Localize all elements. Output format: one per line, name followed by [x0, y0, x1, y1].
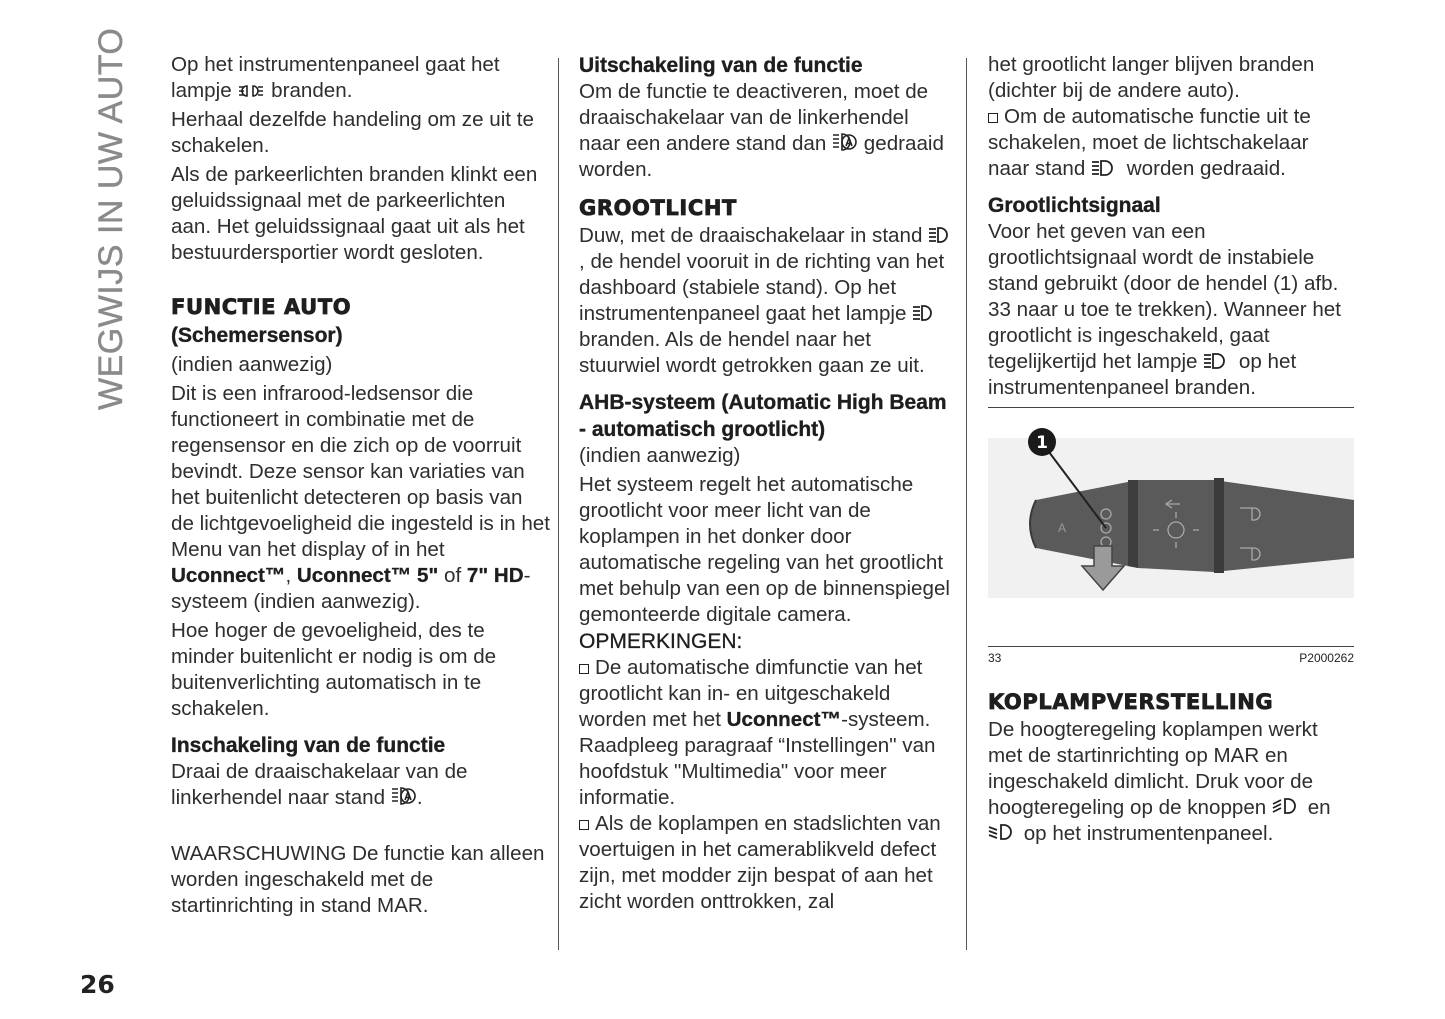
- subheading: Inschakeling van de functie: [171, 734, 446, 757]
- column-1: [171, 52, 551, 919]
- paragraph: het grootlicht langer blijven branden (dichter bij de andere auto).: [988, 53, 1315, 102]
- paragraph: Het systeem regelt het automatische grootlicht voor meer licht van de koplampen in het donker door automatische regeling van het grootlicht met behulp van een op de binnenspiegel gemonteerde digitale camera.: [579, 473, 950, 626]
- auto-light-icon: [832, 132, 858, 152]
- subheading: Uitschakeling van de functie: [579, 54, 863, 77]
- paragraph: Herhaal dezelfde handeling om ze uit te schakelen.: [171, 108, 534, 157]
- square-bullet-icon: [579, 820, 589, 830]
- figure-bottom-rule: [988, 646, 1354, 647]
- availability-note: (indien aanwezig): [171, 353, 333, 376]
- chapter-side-title: [90, 27, 130, 410]
- paragraph: Dit is een infrarood-ledsensor die functioneert in combinatie met de regensensor en die zich op de voorruit bevindt. Deze sensor kan variaties van het buitenlicht detecteren op basis van de lichtgevoeligheid die ingesteld is in het Menu van het display of in het Uconnect™, Uconnect™ 5" of 7" HD-systeem (indien aanwezig).: [171, 382, 550, 613]
- column-divider: [558, 58, 559, 950]
- auto-light-icon: [391, 786, 417, 806]
- section-heading: KOPLAMPVERSTELLING: [988, 690, 1274, 714]
- paragraph: De hoogteregeling koplampen werkt met de startinrichting op MAR en ingeschakeld dimlicht. Druk voor de hoogteregeling op de knoppen en op het instrumentenpaneel.: [988, 718, 1331, 845]
- bullet-item: Om de automatische functie uit te schakelen, moet de lichtschakelaar naar stand worden gedraaid.: [988, 105, 1311, 180]
- subheading: Grootlichtsignaal: [988, 194, 1161, 217]
- high-beam-icon: [912, 304, 932, 322]
- section-heading: GROOTLICHT: [579, 196, 737, 220]
- high-beam-icon: [928, 226, 948, 244]
- chapter-title-text: WEGWIJS IN UW AUTO: [92, 27, 130, 410]
- paragraph: Op het instrumentenpaneel gaat het lampje branden.: [171, 53, 500, 102]
- warning-text: WAARSCHUWING De functie kan alleen worden ingeschakeld met de startinrichting in stand MAR.: [171, 842, 545, 917]
- high-beam-icon: [1091, 159, 1121, 177]
- square-bullet-icon: [579, 664, 589, 674]
- notes-heading: OPMERKINGEN:: [579, 630, 743, 653]
- figure-number: 33: [988, 651, 1002, 665]
- bullet-item: Als de koplampen en stadslichten van voertuigen in het camerablikveld defect zijn, met modder zijn bespat of aan het zicht worden onttrokken, zal: [579, 812, 941, 913]
- figure-code: P2000262: [1299, 651, 1354, 665]
- stalk-illustration: [988, 408, 1354, 646]
- svg-text:A: A: [1058, 521, 1067, 535]
- paragraph: Als de parkeerlichten branden klinkt een geluidssignaal met de parkeerlichten aan. Het geluidssignaal gaat uit als het bestuurdersportier wordt gesloten.: [171, 163, 538, 264]
- square-bullet-icon: [988, 113, 998, 123]
- callout-number: 1: [1036, 433, 1048, 453]
- paragraph: Hoe hoger de gevoeligheid, des te minder buitenlicht er nodig is om de buitenverlichting automatisch in te schakelen.: [171, 619, 497, 720]
- bullet-item: De automatische dimfunctie van het grootlicht kan in- en uitgeschakeld worden met het Uconnect™-systeem. Raadpleeg paragraaf “Instellingen" van hoofdstuk "Multimedia" voor meer informatie.: [579, 656, 936, 809]
- subheading: AHB-systeem (Automatic High Beam - automatisch grootlicht): [579, 391, 947, 441]
- figure-caption: [988, 651, 1354, 665]
- paragraph: Duw, met de draaischakelaar in stand , de hendel vooruit in de richting van het dashboard (stabiele stand). Op het instrumentenpaneel gaat het lampje branden. Als de hendel naar het stuurwiel wordt getrokken gaan ze uit.: [579, 223, 951, 379]
- paragraph: Voor het geven van een grootlichtsignaal wordt de instabiele stand gebruikt (door de hendel (1) afb. 33 naar u toe te trekken). Wanneer het grootlicht is ingeschakeld, gaat tegelijkertijd het lampje op het instrumentenpaneel branden.: [988, 220, 1341, 399]
- section-heading: FUNCTIE AUTO: [171, 295, 352, 319]
- paragraph: Draai de draaischakelaar van de linkerhendel naar stand .: [171, 760, 468, 809]
- subheading: (Schemersensor): [171, 324, 343, 347]
- availability-note: (indien aanwezig): [579, 444, 741, 467]
- column-2: [579, 52, 951, 915]
- column-divider: [966, 58, 967, 950]
- headlamp-level-down-icon: [988, 822, 1018, 842]
- page-number: 26: [80, 970, 115, 999]
- column-3: [988, 52, 1354, 847]
- figure-33: [988, 407, 1354, 665]
- paragraph: Om de functie te deactiveren, moet de draaischakelaar van de linkerhendel naar een andere stand dan gedraaid worden.: [579, 80, 944, 181]
- parking-light-icon: [237, 83, 265, 99]
- headlamp-level-up-icon: [1272, 796, 1302, 816]
- high-beam-icon: [1203, 352, 1233, 370]
